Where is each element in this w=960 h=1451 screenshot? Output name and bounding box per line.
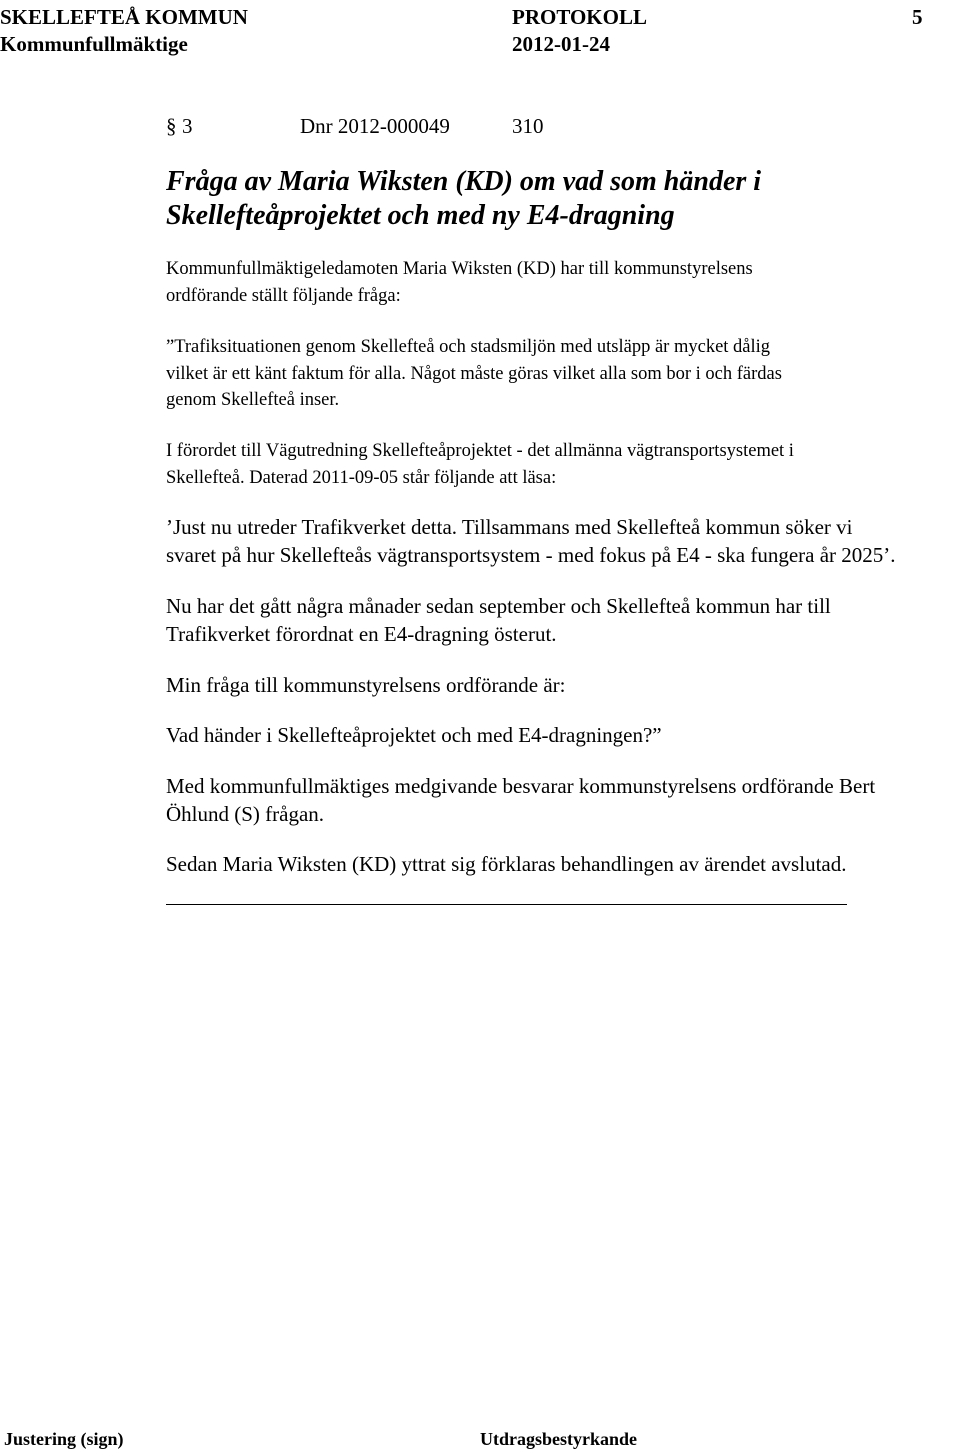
header-body: Kommunfullmäktige <box>0 32 188 56</box>
footer-utdragsbestyrkande: Utdragsbestyrkande <box>480 1429 638 1449</box>
paragraph-answer: Med kommunfullmäktiges medgivande besvarar kommunstyrelsens ordförande Bert Öhlund (S) frågan. <box>166 774 876 826</box>
header-page-number: 5 <box>912 5 923 29</box>
paragraph-citation: ’Just nu utreder Trafikverket detta. Tillsammans med Skellefteå kommun söker vi svaret på hur Skellefteås vägtransportsystem - med fokus på E4 - ska fungera år 2025’. <box>166 515 896 567</box>
paragraph-question-quote: ”Trafiksituationen genom Skellefteå och stadsmiljön med utsläpp är mycket dålig vilket är ett känt faktum för alla. Något måste göras vilket alla som bor i och färdas genom Skellefteå inser. <box>166 337 782 410</box>
section-symbol: § <box>166 114 177 138</box>
paragraph-intro: Kommunfullmäktigeledamoten Maria Wiksten (KD) har till kommunstyrelsens ordförande ställt följande fråga: <box>166 259 753 306</box>
paragraph-question: Vad händer i Skellefteåprojektet och med E4-dragningen?” <box>166 723 662 747</box>
page-title: Fråga av Maria Wiksten (KD) om vad som händer i Skellefteåprojektet och med ny E4-dragning <box>166 166 762 231</box>
header-doc-type: PROTOKOLL <box>512 5 647 29</box>
end-rule <box>166 904 847 905</box>
header-date: 2012-01-24 <box>512 32 610 56</box>
paragraph-my-question: Min fråga till kommunstyrelsens ordförande är: <box>166 673 566 697</box>
section-dnr: Dnr 2012-000049 <box>300 114 450 138</box>
paragraph-closing: Sedan Maria Wiksten (KD) yttrat sig förklaras behandlingen av ärendet avslutad. <box>166 852 847 876</box>
section-code: 310 <box>512 114 544 138</box>
paragraph-months: Nu har det gått några månader sedan september och Skellefteå kommun har till Trafikverket förordnat en E4-dragning österut. <box>166 594 831 646</box>
section-number: 3 <box>182 114 193 138</box>
paragraph-foreword: I förordet till Vägutredning Skellefteåprojektet - det allmänna vägtransportsystemet i Skellefteå. Daterad 2011-09-05 står följande att läsa: <box>166 441 794 488</box>
header-org: SKELLEFTEÅ KOMMUN <box>0 5 248 29</box>
footer-justering: Justering (sign) <box>4 1429 124 1449</box>
